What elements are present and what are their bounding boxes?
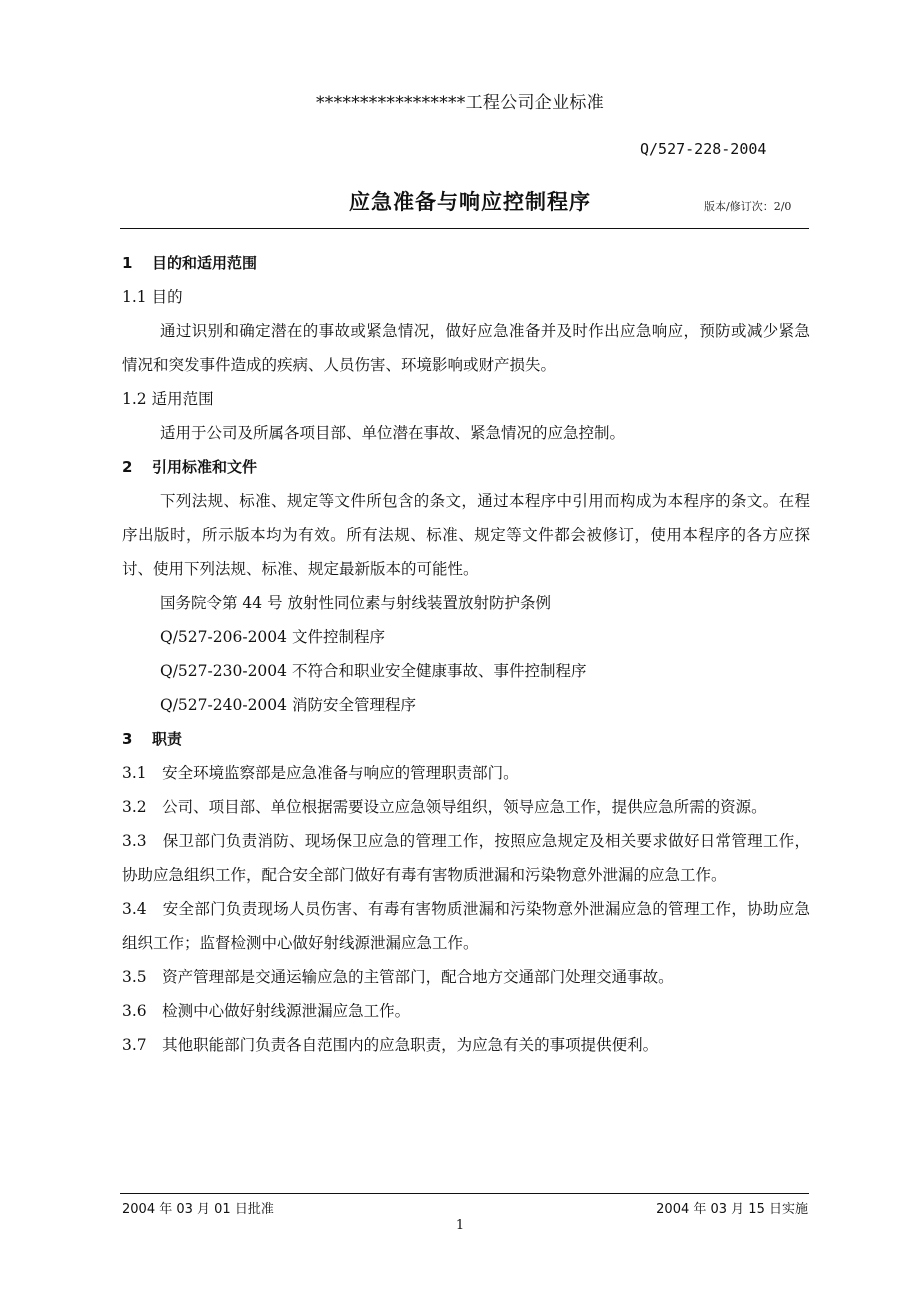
approval-date: 2004 年 03 月 01 日批准: [122, 1202, 274, 1217]
document-body: [122, 246, 810, 1062]
section-number: 3: [122, 730, 133, 748]
section-title: 目的和适用范围: [152, 254, 258, 272]
subsection-label-1-2: 1.2 适用范围: [122, 390, 214, 408]
section-number: 1: [122, 254, 133, 272]
implementation-date: 2004 年 03 月 15 日实施: [656, 1202, 808, 1217]
section-title: 职责: [152, 730, 183, 748]
section-heading-3: [122, 722, 810, 756]
document-title: 应急准备与响应控制程序: [349, 190, 591, 214]
paragraph-scope: 适用于公司及所属各项目部、单位潜在事故、紧急情况的应急控制。: [160, 424, 626, 442]
reference-item: Q/527-240-2004 消防安全管理程序: [160, 696, 416, 714]
paragraph-references: 下列法规、标准、规定等文件所包含的条文，通过本程序中引用而构成为本程序的条文。在程序出版时，所示版本均为有效。所有法规、标准、规定等文件都会被修订，使用本程序的各方应探讨、使用下列法规、标准、规定最新版本的可能性。: [122, 492, 810, 578]
header-divider: [120, 228, 809, 229]
reference-item: 国务院令第 44 号 放射性同位素与射线装置放射防护条例: [160, 594, 552, 612]
document-number: Q/527-228-2004: [640, 140, 767, 158]
responsibility-item: 3.2 公司、项目部、单位根据需要设立应急领导组织，领导应急工作，提供应急所需的资源。: [122, 798, 767, 816]
section-heading-2: [122, 450, 810, 484]
responsibility-item: 3.3 保卫部门负责消防、现场保卫应急的管理工作，按照应急规定及相关要求做好日常管理工作，协助应急组织工作，配合安全部门做好有毒有害物质泄漏和污染物意外泄漏的应急工作。: [122, 832, 810, 884]
subsection-label-1-1: 1.1 目的: [122, 288, 183, 306]
section-number: 2: [122, 458, 133, 476]
footer-divider: [120, 1193, 809, 1194]
section-title: 引用标准和文件: [152, 458, 258, 476]
page-number: 1: [455, 1218, 465, 1233]
reference-item: Q/527-206-2004 文件控制程序: [160, 628, 385, 646]
responsibility-item: 3.7 其他职能部门负责各自范围内的应急职责，为应急有关的事项提供便利。: [122, 1036, 659, 1054]
responsibility-item: 3.6 检测中心做好射线源泄漏应急工作。: [122, 1002, 411, 1020]
responsibility-item: 3.4 安全部门负责现场人员伤害、有毒有害物质泄漏和污染物意外泄漏应急的管理工作，协助应急组织工作；监督检测中心做好射线源泄漏应急工作。: [122, 900, 810, 952]
section-heading-1: [122, 246, 810, 280]
version-label: 版本/修订次：2/0: [704, 200, 792, 213]
responsibility-item: 3.1 安全环境监察部是应急准备与响应的管理职责部门。: [122, 764, 519, 782]
company-standard-header: *****************工程公司企业标准: [316, 93, 604, 113]
paragraph-purpose: 通过识别和确定潜在的事故或紧急情况，做好应急准备并及时作出应急响应，预防或减少紧急情况和突发事件造成的疾病、人员伤害、环境影响或财产损失。: [122, 322, 810, 374]
responsibility-item: 3.5 资产管理部是交通运输应急的主管部门，配合地方交通部门处理交通事故。: [122, 968, 674, 986]
reference-item: Q/527-230-2004 不符合和职业安全健康事故、事件控制程序: [160, 662, 587, 680]
